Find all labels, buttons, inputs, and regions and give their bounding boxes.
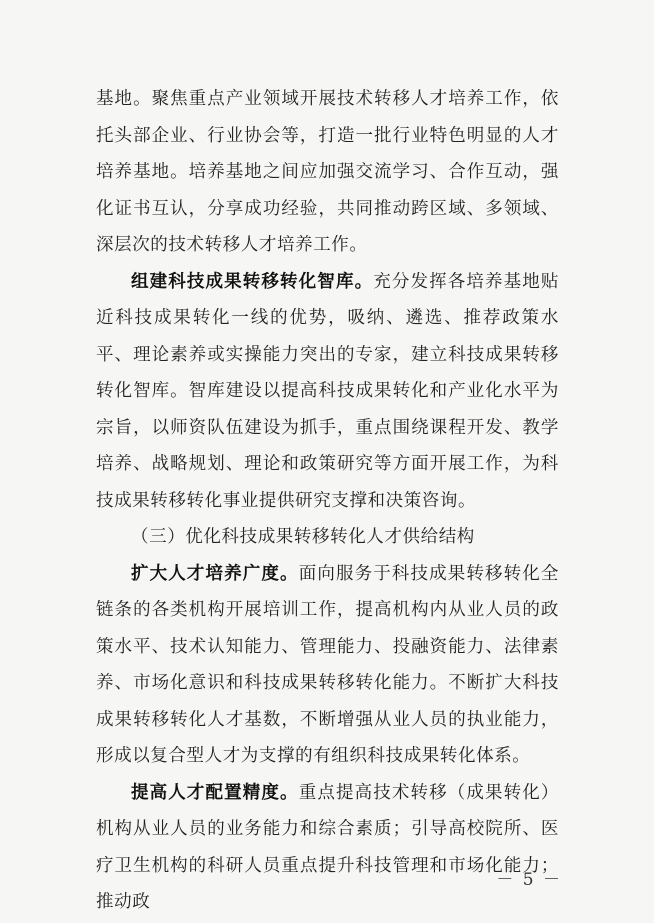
paragraph-text: 面向服务于科技成果转移转化全链条的各类机构开展培训工作，提高机构内从业人员的政策水平、技术认知能力、管理能力、投融资能力、法律素养、市场化意识和科技成果转移转化能力。不断扩大科技成果转移转化人才基数，不断增强从业人员的执业能力，形成以复合型人才为支撑的有组织科技成果转化体系。 — [96, 563, 559, 766]
page-number: － 5 － — [496, 870, 562, 890]
paragraph-training-bases — [96, 81, 559, 264]
document-body — [96, 81, 559, 921]
paragraph-text: 充分发挥各培养基地贴近科技成果转化一线的优势，吸纳、遴选、推荐政策水平、理论素养或实操能力突出的专家，建立科技成果转移转化智库。智库建设以提高科技成果转化和产业化水平为宗旨，以师资队伍建设为抓手，重点围绕课程开发、教学培养、战略规划、理论和政策研究等方面开展工作，为科技成果转移转化事业提供研究支撑和决策咨询。 — [96, 271, 559, 511]
paragraph-lead-heading: 提高人才配置精度。 — [131, 782, 299, 803]
paragraph-think-tank — [96, 264, 559, 520]
paragraph-lead-heading: 扩大人才培养广度。 — [131, 563, 299, 584]
paragraph-lead-heading: 组建科技成果转移转化智库。 — [131, 271, 374, 292]
paragraph-talent-breadth — [96, 556, 559, 775]
paragraph-text: 基地。聚焦重点产业领域开展技术转移人才培养工作，依托头部企业、行业协会等，打造一批行业特色明显的人才培养基地。培养基地之间应加强交流学习、合作互动，强化证书互认，分享成功经验，共同推动跨区域、多领域、深层次的技术转移人才培养工作。 — [96, 89, 559, 255]
paragraph-talent-precision — [96, 775, 559, 921]
section-heading: （三）优化科技成果转移转化人才供给结构 — [131, 527, 475, 547]
paragraph-text: 重点提高技术转移（成果转化）机构从业人员的业务能力和综合素质；引导高校院所、医疗卫生机构的科研人员重点提升科技管理和市场化能力；推动政 — [96, 782, 559, 912]
